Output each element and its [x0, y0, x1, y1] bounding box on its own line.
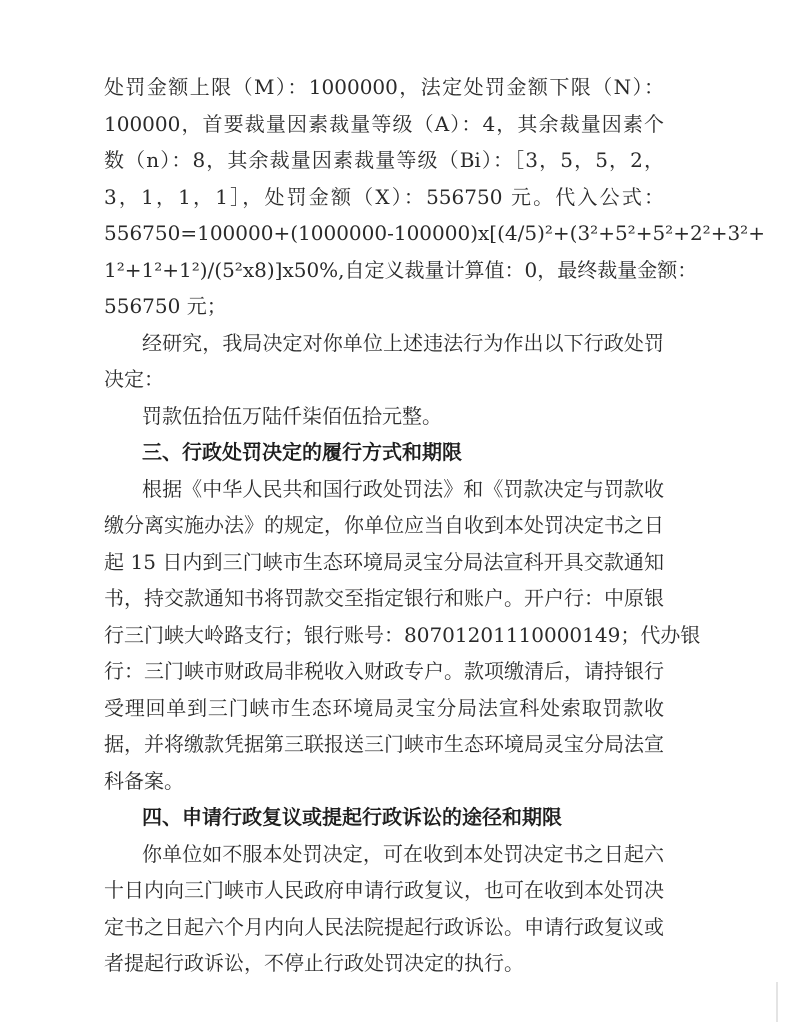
- text-line: 556750 元；: [104, 294, 227, 318]
- text-line: 行三门峡大岭路支行；银行账号：80701201110000149；代办银: [104, 623, 701, 647]
- penalty-amount-line: 罚款伍拾伍万陆仟柒佰伍拾元整。: [142, 404, 442, 428]
- formula-line: 556750=100000+(1000000-100000)x[(4/5)²+(3²+5²+5²+2²+3²+: [104, 221, 765, 245]
- text-line: 缴分离实施办法》的规定，你单位应当自收到本处罚决定书之日: [104, 513, 664, 537]
- text-line: 100000，首要裁量因素裁量等级（A）：4，其余裁量因素个: [104, 112, 664, 136]
- text-line: 据，并将缴款凭据第三联报送三门峡市生态环境局灵宝分局法宣: [104, 732, 664, 756]
- text-line: 处罚金额上限（M）：1000000，法定处罚金额下限（N）：: [104, 75, 664, 99]
- text-line: 根据《中华人民共和国行政处罚法》和《罚款决定与罚款收: [142, 477, 664, 501]
- formula-line: 1²+1²+1²)/(5²x8)]x50%,自定义裁量计算值：0，最终裁量金额：: [104, 258, 698, 282]
- section-heading-4: 四、申请行政复议或提起行政诉讼的途径和期限: [142, 805, 562, 829]
- text-line: 数（n）：8，其余裁量因素裁量等级（Bi）：［3，5，5，2，: [104, 148, 664, 172]
- text-line: 决定：: [104, 367, 164, 391]
- text-line: 受理回单到三门峡市生态环境局灵宝分局法宣科处索取罚款收: [104, 696, 664, 720]
- text-line: 者提起行政诉讼，不停止行政处罚决定的执行。: [104, 951, 524, 975]
- text-line: 3，1，1，1］，处罚金额（X）：556750 元。代入公式：: [104, 185, 664, 209]
- text-line: 你单位如不服本处罚决定，可在收到本处罚决定书之日起六: [142, 842, 664, 866]
- text-line: 起 15 日内到三门峡市生态环境局灵宝分局法宣科开具交款通知: [104, 550, 664, 574]
- text-line: 十日内向三门峡市人民政府申请行政复议，也可在收到本处罚决: [104, 878, 664, 902]
- section-heading-3: 三、行政处罚决定的履行方式和期限: [142, 440, 462, 464]
- scan-edge-mark: [776, 982, 778, 1022]
- text-line: 定书之日起六个月内向人民法院提起行政诉讼。申请行政复议或: [104, 915, 664, 939]
- text-line: 科备案。: [104, 769, 184, 793]
- text-line: 行：三门峡市财政局非税收入财政专户。款项缴清后，请持银行: [104, 659, 664, 683]
- text-line: 经研究，我局决定对你单位上述违法行为作出以下行政处罚: [142, 331, 664, 355]
- text-line: 书，持交款通知书将罚款交至指定银行和账户。开户行：中原银: [104, 586, 664, 610]
